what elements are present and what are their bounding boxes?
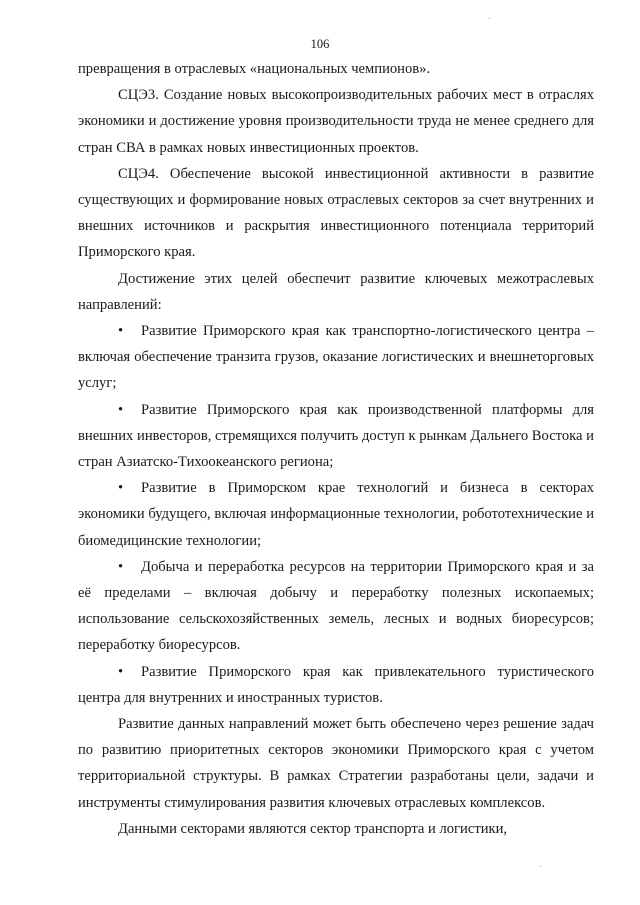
list-item: [78, 554, 594, 659]
bullet-icon: •: [118, 480, 124, 497]
paragraph-directions-intro: Достижение этих целей обеспечит развитие ключевых межотраслевых направлений:: [78, 270, 594, 313]
list-item: [78, 475, 594, 554]
page-number: 106: [310, 37, 330, 51]
list-item-text: Развитие Приморского края как привлекательного туристического центра для внутренних и иностранных туристов.: [78, 663, 594, 706]
list-item: [78, 318, 594, 397]
scan-speck: [540, 866, 541, 867]
paragraph-goal-sce4: СЦЭ4. Обеспечение высокой инвестиционной активности в развитие существующих и формирование новых отраслевых секторов за счет внутренних и внешних источников и раскрытия инвестиционного потенциала территорий Приморского края.: [78, 165, 594, 261]
paragraph-directions-development: Развитие данных направлений может быть обеспечено через решение задач по развитию приоритетных секторов экономики Приморского края с учетом территориальной структуры. В рамках Стратегии разработаны цели, задачи и инструменты стимулирования развития ключевых отраслевых комплексов.: [78, 716, 594, 811]
list-item-text: Добыча и переработка ресурсов на территории Приморского края и за её пределами – включая добычу и переработку полезных ископаемых; использование сельскохозяйственных земель, лесных и водных биоресурсов; переработку биоресурсов.: [78, 558, 594, 654]
bullet-icon: •: [118, 663, 124, 680]
scan-speck: [489, 18, 490, 19]
bullet-icon: •: [118, 558, 124, 575]
list-item-text: Развитие в Приморском крае технологий и бизнеса в секторах экономики будущего, включая информационные технологии, робототехнические и биомедицинские технологии;: [78, 480, 594, 549]
document-body: [78, 56, 594, 842]
paragraph-continuation: превращения в отраслевых «национальных чемпионов».: [78, 61, 431, 77]
bullet-icon: •: [118, 401, 124, 418]
list-item-text: Развитие Приморского края как производственной платформы для внешних инвесторов, стремящихся получить доступ к рынкам Дальнего Востока и стран Азиатско-Тихоокеанского региона;: [78, 401, 594, 471]
bullet-icon: •: [118, 323, 124, 340]
paragraph-goal-sce3: СЦЭ3. Создание новых высокопроизводительных рабочих мест в отраслях экономики и достижение уровня производительности труда не менее среднего для стран СВА в рамках новых инвестиционных проектов.: [78, 87, 594, 156]
list-item: [78, 659, 594, 711]
list-item: [78, 397, 594, 476]
paragraph-sectors: Данными секторами являются сектор транспорта и логистики,: [118, 820, 508, 837]
list-item-text: Развитие Приморского края как транспортно-логистического центра – включая обеспечение транзита грузов, оказание логистических и внешнеторговых услуг;: [78, 323, 594, 392]
